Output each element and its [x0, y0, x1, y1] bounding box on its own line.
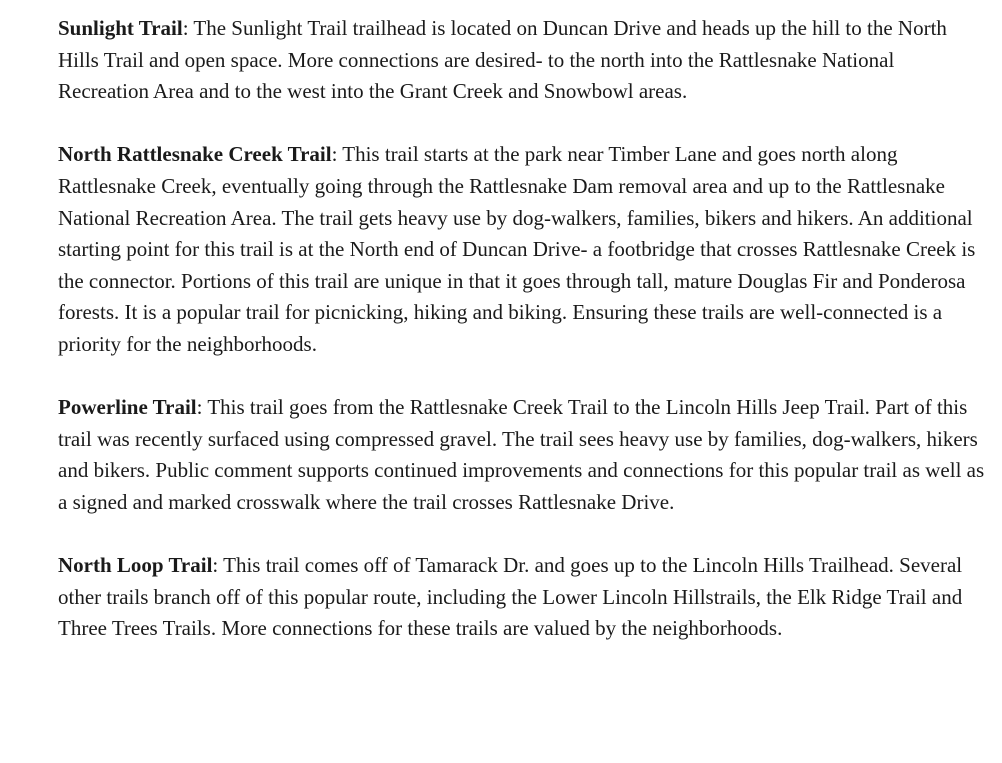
trail-description: : This trail goes from the Rattlesnake Creek Trail to the Lincoln Hills Jeep Trail. Part of this trail was recently surfaced using compressed gravel. The trail sees heavy use by families, dog-walkers, hikers and bikers. Public comment supports continued improvements and connections for this popular trail as well as a signed and marked crosswalk where the trail crosses Rattlesnake Drive.	[58, 395, 985, 514]
trail-entry-north-rattlesnake-creek	[58, 139, 990, 360]
trail-description: : The Sunlight Trail trailhead is located on Duncan Drive and heads up the hill to the North Hills Trail and open space. More connections are desired- to the north into the Rattlesnake National Recreation Area and to the west into the Grant Creek and Snowbowl areas.	[58, 16, 947, 104]
trail-entry-powerline	[58, 392, 990, 518]
trail-description: : This trail comes off of Tamarack Dr. and goes up to the Lincoln Hills Trailhead. Several other trails branch off of this popular route, including the Lower Lincoln Hillstrails, the Elk Ridge Trail and Three Trees Trails. More connections for these trails are valued by the neighborhoods.	[58, 553, 963, 641]
trail-entry-sunlight	[58, 13, 990, 108]
document-body	[58, 13, 990, 645]
trail-name: Powerline Trail	[58, 395, 197, 420]
trail-name: North Loop Trail	[58, 553, 213, 578]
trail-name: North Rattlesnake Creek Trail	[58, 142, 332, 167]
trail-name: Sunlight Trail	[58, 16, 183, 40]
trail-description: : This trail starts at the park near Timber Lane and goes north along Rattlesnake Creek, eventually going through the Rattlesnake Dam removal area and up to the Rattlesnake National Recreation Area. The trail gets heavy use by dog-walkers, families, bikers and hikers. An additional starting point for this trail is at the North end of Duncan Drive- a footbridge that crosses Rattlesnake Creek is the connector. Portions of this trail are unique in that it goes through tall, mature Douglas Fir and Ponderosa forests. It is a popular trail for picnicking, hiking and biking. Ensuring these trails are well-connected is a priority for the neighborhoods.	[58, 142, 976, 356]
trail-entry-north-loop	[58, 550, 990, 645]
